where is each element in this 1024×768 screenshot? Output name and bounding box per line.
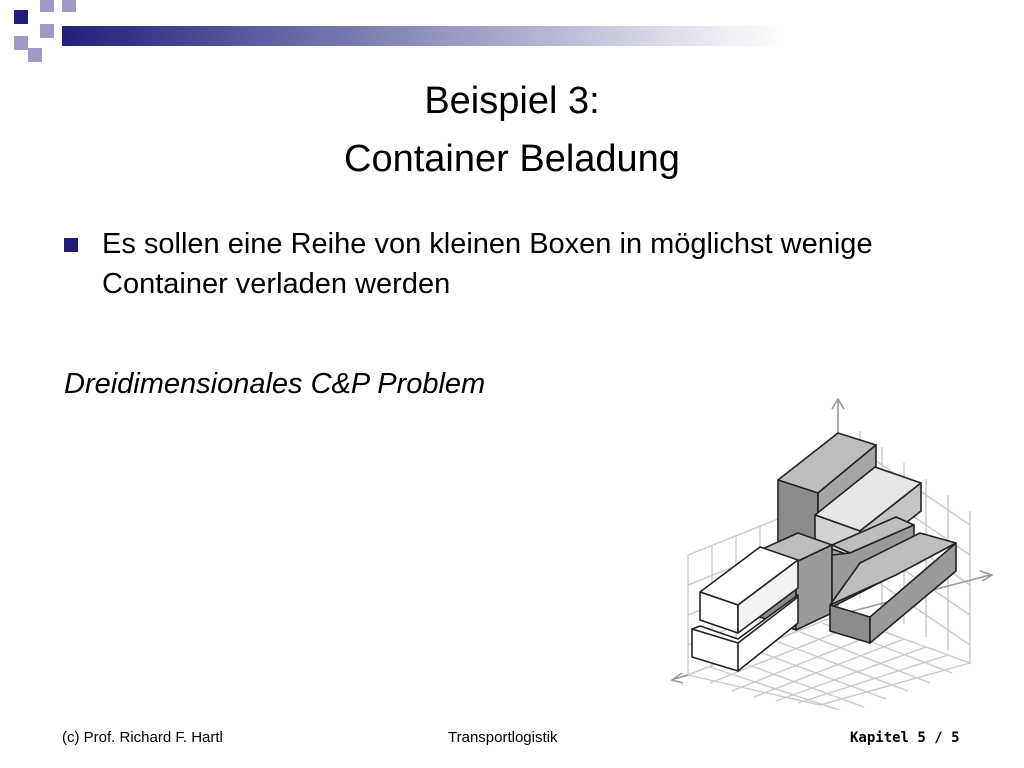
container-boxes-3d-icon [660,395,1000,710]
slide-title-line-1: Beispiel 3: [424,80,600,122]
footer-course: Transportlogistik [448,729,558,746]
square-bullet-icon [64,238,78,252]
header-decoration [0,0,1024,70]
footer-author: (c) Prof. Richard F. Hartl [62,729,223,746]
slide-title-line-2: Container Beladung [344,138,680,180]
footer-chapter: Kapitel 5 / 5 [850,730,960,746]
subtitle: Dreidimensionales C&P Problem [64,368,486,400]
bullet-text: Es sollen eine Reihe von kleinen Boxen in möglichst wenige Container verladen werden [102,228,873,300]
